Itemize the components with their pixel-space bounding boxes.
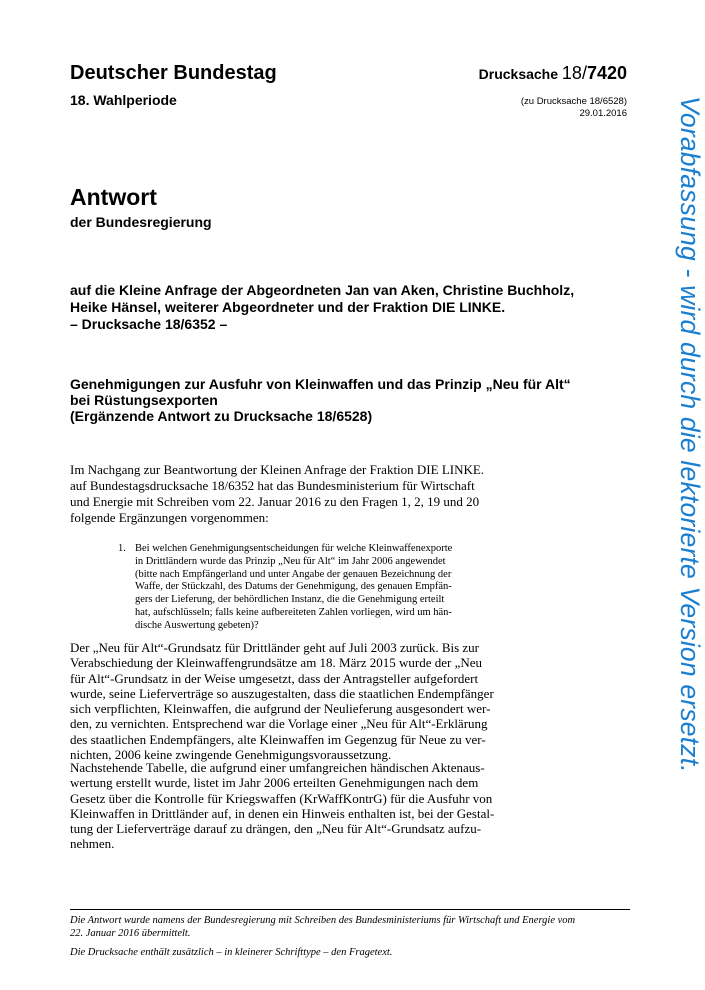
answer-line: des staatlichen Endempfängers, alte Kleinwaffen im Gegenzug für Neue zu ver- [70, 731, 486, 747]
answer-line: nichten, 2006 keine zwingende Genehmigungsvoraussetzung. [70, 747, 392, 763]
question-line: (bitte nach Empfängerland und unter Angabe der genauen Bezeichnung der [135, 568, 452, 580]
answer-paragraph-1 [70, 640, 598, 762]
answer-line: Gesetz über die Kontrolle für Kriegswaffen (KrWaffKontrG) für die Ausfuhr von [70, 790, 493, 806]
answer-line: den, zu vernichten. Entsprechend war die Vorlage einer „Neu für Alt“-Erklärung [70, 716, 488, 732]
footnote-transmission [70, 914, 630, 940]
answer-paragraph-2 [70, 760, 598, 852]
footnote-question-text: Die Drucksache enthält zusätzlich – in kleinerer Schrifttype – den Fragetext. [70, 947, 393, 958]
intro-line: und Energie mit Schreiben vom 22. Januar 2016 zu den Fragen 1, 2, 19 und 20 [70, 494, 480, 509]
drucksache-label: Drucksache [478, 66, 559, 82]
question-line: in Drittländern wurde das Prinzip „Neu für Alt“ im Jahr 2006 angewendet [135, 555, 446, 567]
title-line: Genehmigungen zur Ausfuhr von Kleinwaffen und das Prinzip „Neu für Alt“ [70, 376, 571, 392]
answer-line: nehmen. [70, 836, 115, 852]
election-period: 18. Wahlperiode [70, 92, 177, 108]
answer-line: wertung erstellt wurde, listet im Jahr 2006 erteilten Genehmigungen nach dem [70, 775, 479, 791]
answer-line: wurde, seine Lieferverträge so auszugestalten, dass die staatlichen Endempfänger [70, 685, 494, 701]
inquiry-reference [70, 282, 610, 334]
reference-drucksache: (zu Drucksache 18/6528) [520, 96, 627, 107]
document-date: 29.01.2016 [579, 108, 627, 119]
answer-line: Der „Neu für Alt“-Grundsatz für Drittländer geht auf Juli 2003 zurück. Bis zur [70, 640, 480, 655]
answer-line: sich verpflichten, Kleinwaffen, die aufgrund der Neulieferung ausgesondert wer- [70, 701, 491, 717]
question-line: hat, aufschlüsseln; falls keine aufbereiteten Zahlen vorliegen, wird um hän- [135, 606, 452, 618]
answer-line: für Alt“-Grundsatz in der Weise umgesetzt, dass der Antragsteller aufgefordert [70, 670, 479, 686]
footnote-line: Die Antwort wurde namens der Bundesregierung mit Schreiben des Bundesministeriums für Wirtschaft und Energie vom [70, 915, 576, 926]
question-line: Waffe, der Stückzahl, des Datums der Genehmigung, des genauen Empfän- [135, 581, 452, 593]
inquiry-line: Heike Hänsel, weiterer Abgeordneter und der Fraktion DIE LINKE. [70, 299, 506, 316]
answer-line: Verabschiedung der Kleinwaffengrundsätze am 18. März 2015 wurde der „Neu [70, 655, 482, 671]
intro-paragraph [70, 462, 598, 526]
document-type: Antwort [70, 184, 157, 210]
footnote-divider [70, 909, 630, 910]
question-line: dische Auswertung gebeten)? [135, 619, 259, 631]
question-text [135, 543, 601, 633]
question-number: 1. [118, 543, 126, 554]
question-line: gers der Lieferung, der behördlichen Instanz, die die Genehmigung erteilt [135, 594, 445, 606]
title-line: (Ergänzende Antwort zu Drucksache 18/6528) [70, 408, 373, 424]
answer-line: Nachstehende Tabelle, die aufgrund einer umfangreichen händischen Aktenaus- [70, 760, 485, 775]
intro-line: Im Nachgang zur Beantwortung der Kleinen Anfrage der Fraktion DIE LINKE. [70, 462, 485, 477]
document-title [70, 376, 610, 424]
intro-line: auf Bundestagsdrucksache 18/6352 hat das Bundesministerium für Wirtschaft [70, 478, 475, 493]
drucksache-number-prefix: 18/ [561, 63, 587, 83]
title-line: bei Rüstungsexporten [70, 392, 218, 408]
answer-line: tung der Lieferverträge darauf zu drängen, den „Neu für Alt“-Grundsatz aufzu- [70, 821, 482, 837]
inquiry-line: – Drucksache 18/6352 – [70, 316, 228, 333]
draft-watermark: Vorabfassung - wird durch die lektorierte Version ersetzt. [675, 96, 705, 773]
drucksache-number [479, 63, 627, 84]
drucksache-number-suffix: 7420 [586, 63, 627, 83]
document-author: der Bundesregierung [70, 214, 212, 230]
footnote-line: 22. Januar 2016 übermittelt. [70, 928, 191, 939]
question-line: Bei welchen Genehmigungsentscheidungen für welche Kleinwaffenexporte [135, 543, 453, 554]
answer-line: Kleinwaffen in Drittländer auf, in denen ein Hinweis enthalten ist, bei der Gestal- [70, 805, 495, 821]
reference-block [521, 96, 627, 120]
inquiry-line: auf die Kleine Anfrage der Abgeordneten Jan van Aken, Christine Buchholz, [70, 282, 575, 298]
intro-line: folgende Ergänzungen vorgenommen: [70, 510, 269, 525]
institution-title: Deutscher Bundestag [70, 62, 277, 84]
